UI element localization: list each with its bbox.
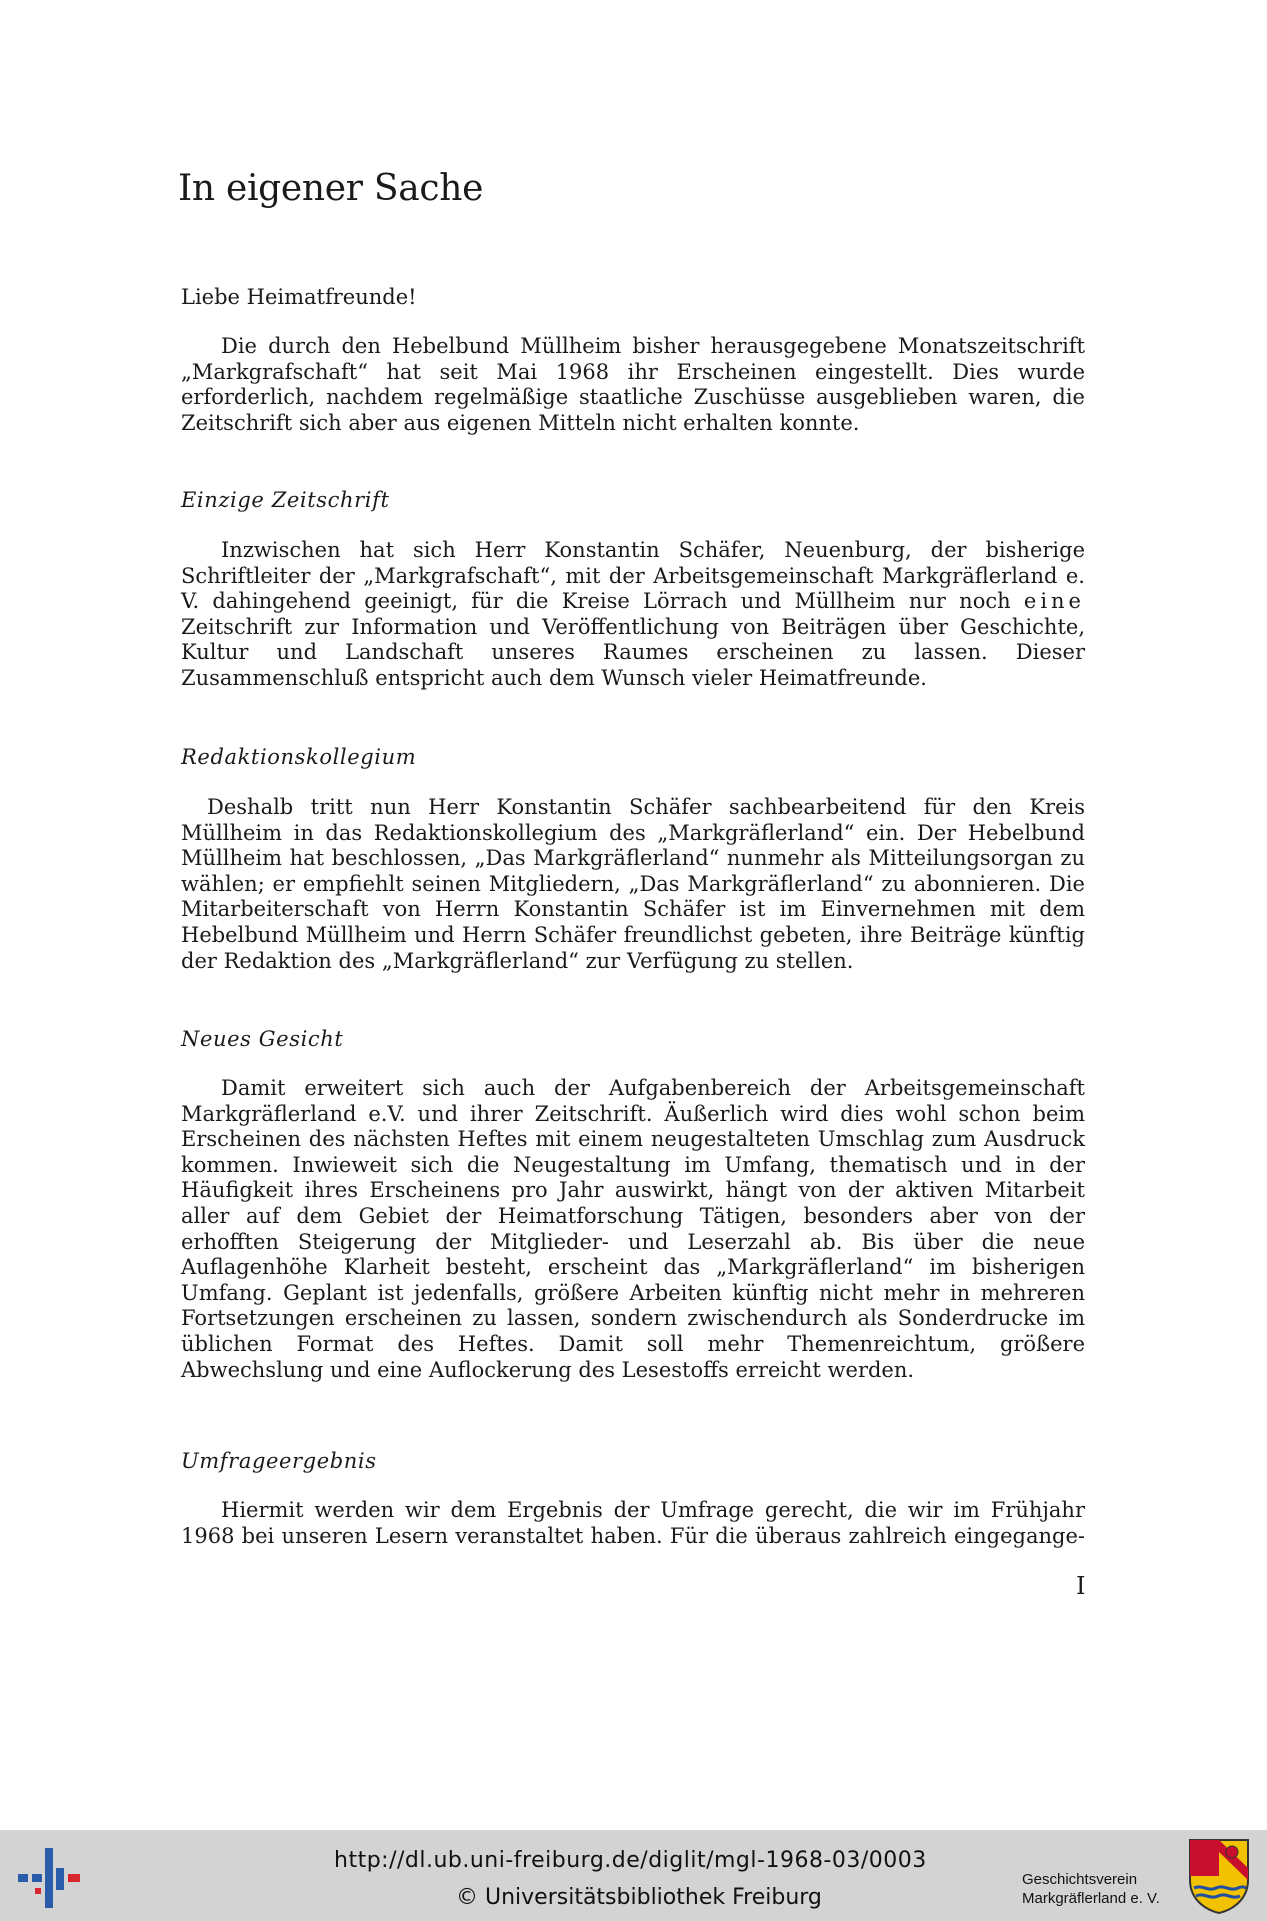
intro-paragraph-block	[181, 334, 1085, 436]
section-heading-block	[181, 744, 1085, 770]
greeting-text: Liebe Heimatfreunde!	[181, 285, 417, 309]
source-url-link[interactable]: http://dl.ub.uni-freiburg.de/diglit/mgl-1968-03/0003	[334, 1848, 927, 1873]
page-number: I	[1076, 1572, 1086, 1600]
section-paragraph: Deshalb tritt nun Herr Konstantin Schäfer sachbearbeitend für den Kreis Müllheim in das Redaktionskollegium des „Markgräflerland“ ein. Der Hebelbund Müllheim hat beschlossen, „Das Markgräflerland“ nunmehr als Mitteilungsorgan zu wählen; er empfiehlt seinen Mitgliedern, „Das Markgräflerland“ zu abonnieren. Die Mitarbeiterschaft von Herrn Konstantin Schäfer ist im Einvernehmen mit dem Hebelbund Müllheim und Herrn Schäfer freundlichst gebeten, ihre Beiträge künftig der Redaktion des „Markgräflerland“ zur Verfügung zu stellen.	[181, 795, 1085, 973]
society-name-line: Markgräflerland e. V.	[1022, 1890, 1160, 1907]
section-paragraph: Hiermit werden wir dem Ergebnis der Umfrage gerecht, die wir im Frühjahr 1968 bei unseren Lesern veranstaltet haben. Für die überaus zahlreich eingegange-	[181, 1498, 1085, 1548]
section-paragraph-block	[181, 1076, 1085, 1383]
section-paragraph-block	[181, 538, 1085, 692]
section-heading: Neues Gesicht	[181, 1027, 344, 1051]
section-paragraph: Damit erweitert sich auch der Aufgabenbereich der Arbeitsgemeinschaft Markgräflerland e.V. und ihrer Zeitschrift. Äußerlich wird dies wohl schon beim Erscheinen des nächsten Heftes mit einem neugestalteten Umschlag zum Ausdruck kommen. Inwieweit sich die Neugestaltung im Umfang, thematisch und in der Häufigkeit ihres Erscheinens pro Jahr auswirkt, hängt von der aktiven Mitarbeit aller auf dem Gebiet der Heimatforschung Tätigen, besonders aber von der erhofften Steigerung der Mitglieder- und Leserzahl ab. Bis über die neue Auflagenhöhe Klarheit besteht, erscheint das „Markgräflerland“ im bisherigen Umfang. Geplant ist jedenfalls, größere Arbeiten künftig nicht mehr in mehreren Fortsetzungen erscheinen zu lassen, sondern zwischendurch als Sonderdrucke im üblichen Format des Heftes. Damit soll mehr Themenreichtum, größere Abwechslung und eine Auflockerung des Lesestoffs erreicht werden.	[181, 1076, 1085, 1382]
society-name	[1022, 1870, 1160, 1908]
coat-of-arms-icon[interactable]	[1188, 1838, 1250, 1914]
greeting	[181, 284, 1085, 310]
emphasized-word: eine	[1023, 589, 1085, 614]
copyright-text: © Universitätsbibliothek Freiburg	[456, 1885, 822, 1910]
society-name-line: Geschichtsverein	[1022, 1871, 1138, 1888]
section-paragraph	[181, 538, 1085, 692]
page-title: In eigener Sache	[178, 168, 484, 209]
section-paragraph-block	[181, 795, 1085, 974]
ub-freiburg-logo-icon[interactable]	[18, 1848, 80, 1908]
section-paragraph-block	[181, 1498, 1085, 1549]
section-heading: Einzige Zeitschrift	[181, 488, 390, 512]
section-heading: Redaktionskollegium	[181, 745, 417, 769]
section-heading-block	[181, 1448, 1085, 1474]
footer-bar	[0, 1830, 1267, 1921]
section-heading-block	[181, 487, 1085, 513]
section-heading: Umfrageergebnis	[181, 1449, 377, 1473]
section-heading-block	[181, 1026, 1085, 1052]
paragraph-text: Inzwischen hat sich Herr Konstantin Schäfer, Neuenburg, der bisherige Schriftleiter der „Markgrafschaft“, mit der Arbeitsgemeinschaft Markgräflerland e. V. dahingehend geeinigt, für die Kreise Lörrach und Müllheim nur noch	[181, 538, 1085, 614]
paragraph-text: Zeitschrift zur Information und Veröffentlichung von Beiträgen über Geschichte, Kultur und Landschaft unseres Raumes erscheinen zu lassen. Dieser Zusammenschluß entspricht auch dem Wunsch vieler Heimatfreunde.	[181, 614, 1085, 690]
intro-paragraph: Die durch den Hebelbund Müllheim bisher herausgegebene Monatszeitschrift „Markgrafschaft“ hat seit Mai 1968 ihr Erscheinen eingestellt. Dies wurde erforderlich, nachdem regelmäßige staatliche Zuschüsse ausgeblieben waren, die Zeitschrift sich aber aus eigenen Mitteln nicht erhalten konnte.	[181, 334, 1085, 435]
